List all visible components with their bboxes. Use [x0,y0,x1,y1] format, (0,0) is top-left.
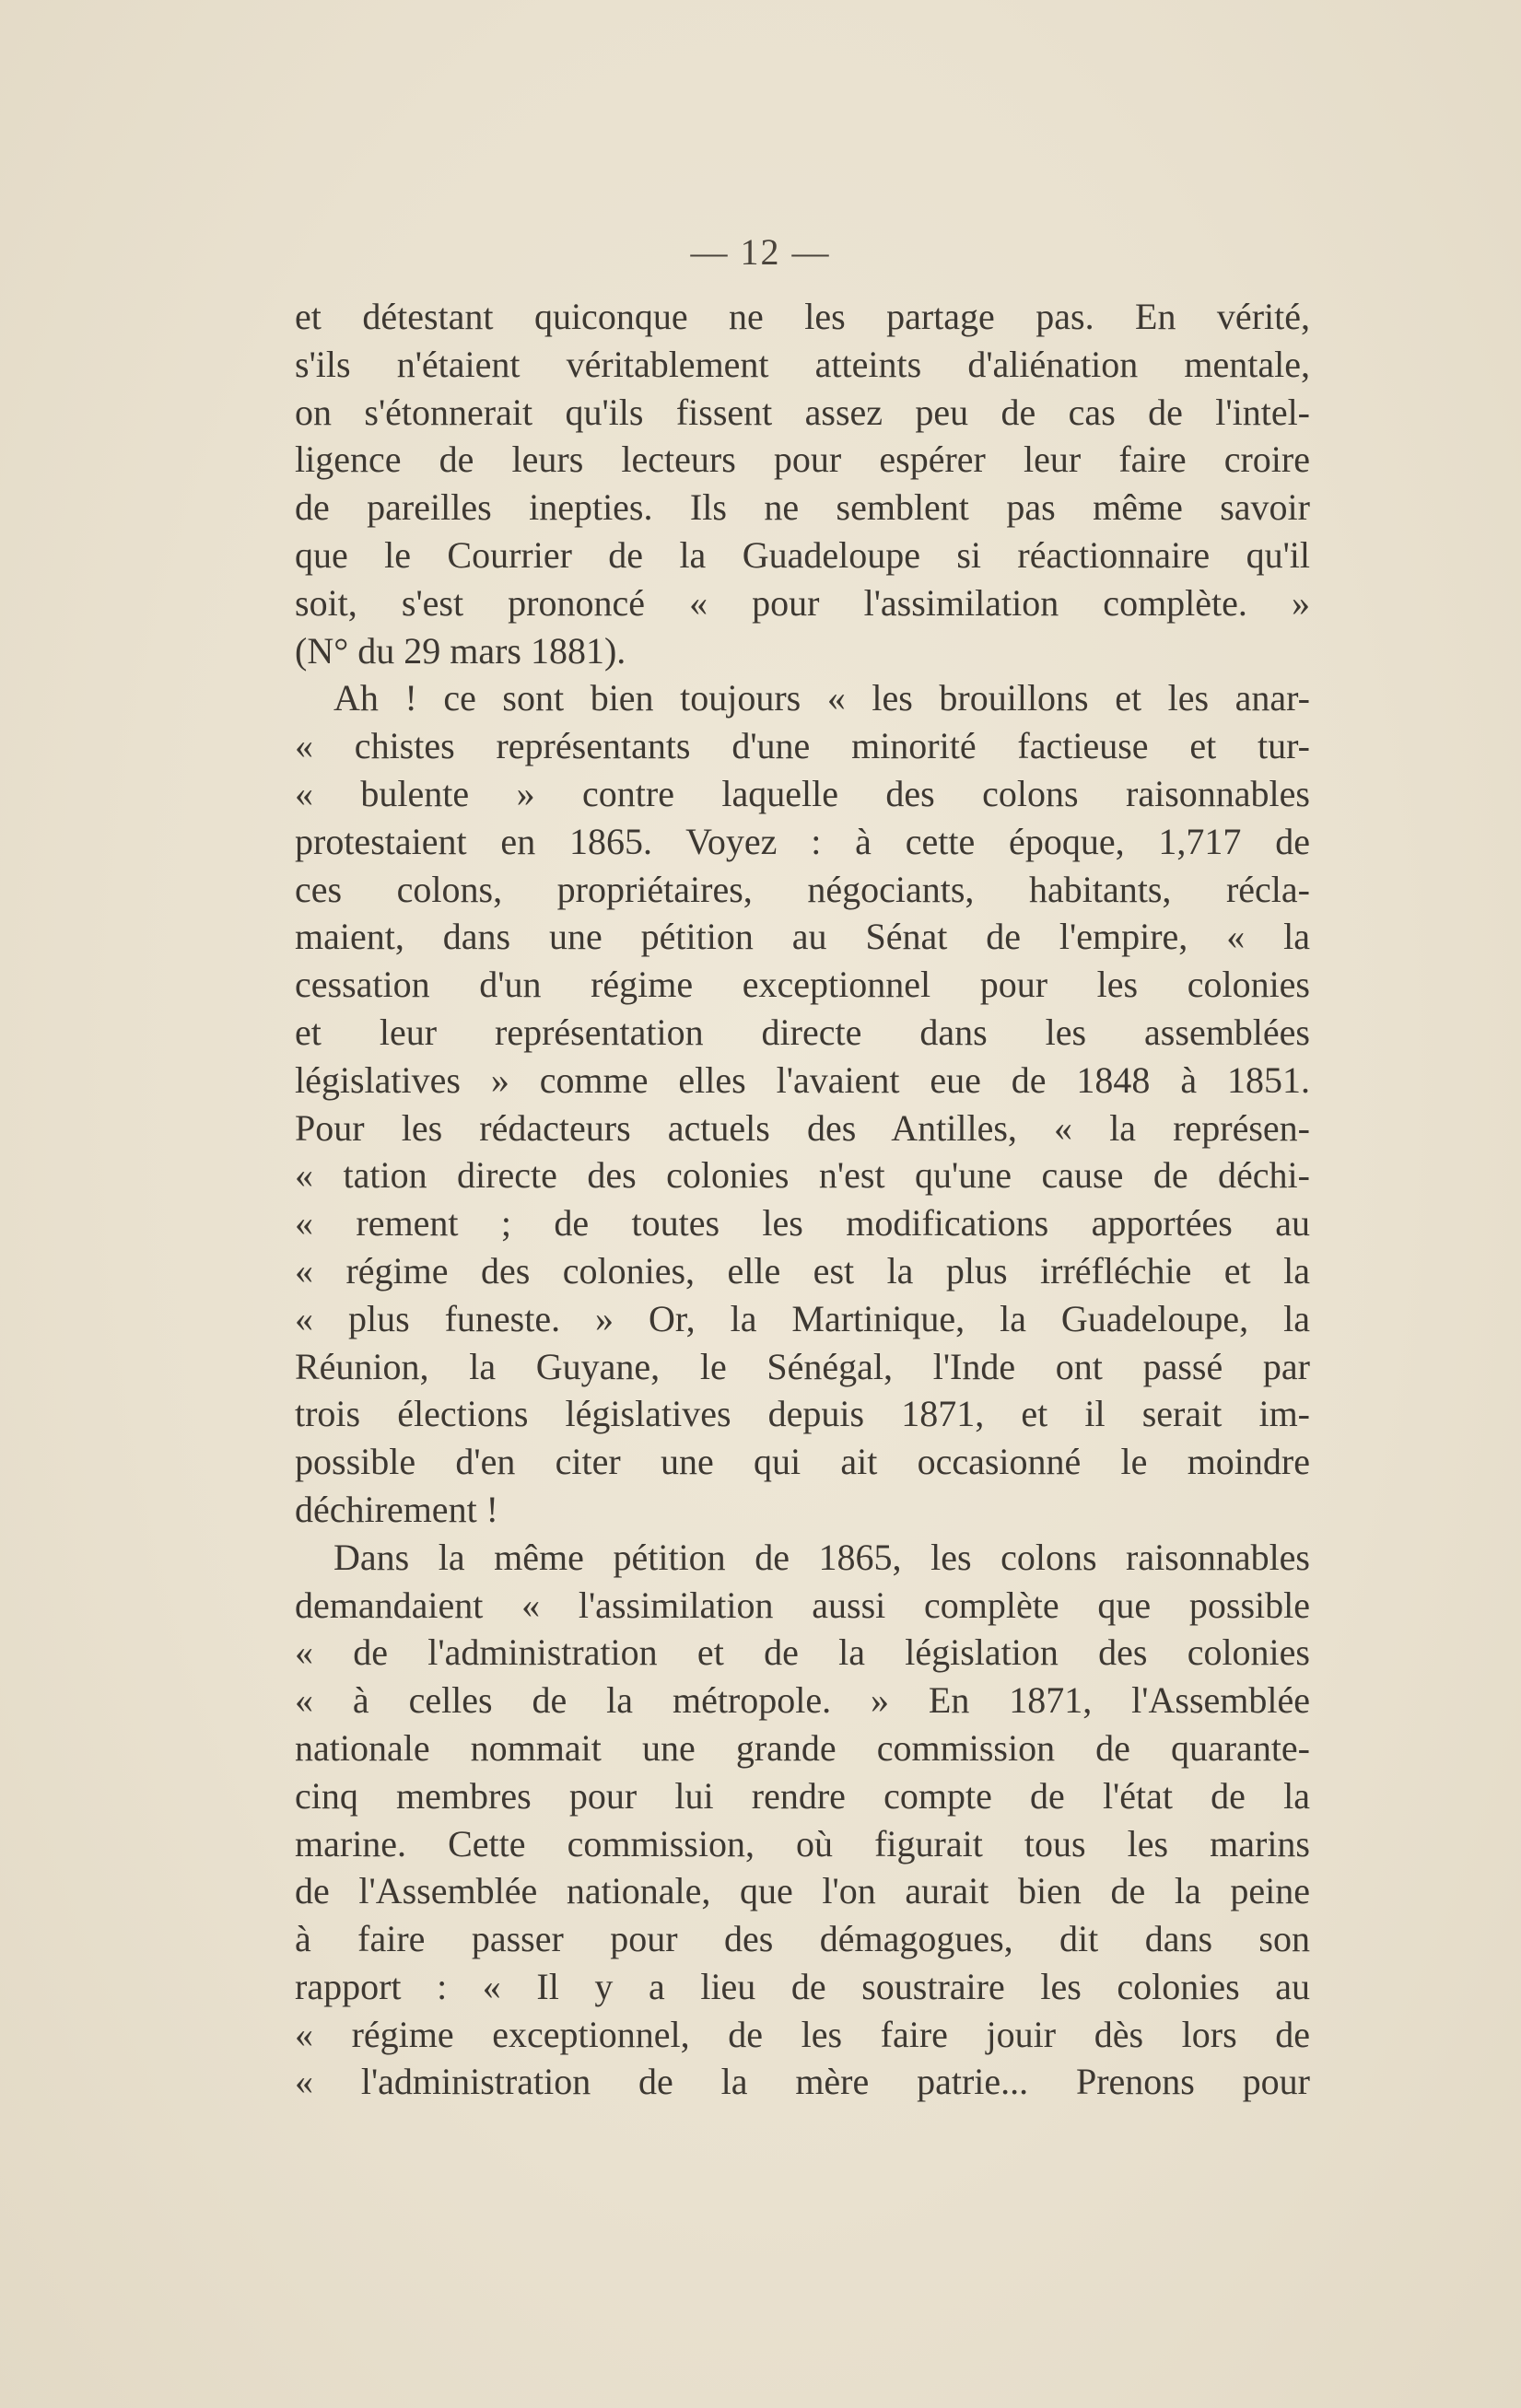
text-line: et leur représentation directe dans les assemblées [295,1011,1310,1053]
text-line: « rement ; de toutes les modifications apportées au [295,1202,1310,1245]
text-line: s'ils n'étaient véritablement atteints d'aliénation mentale, [295,343,1310,385]
text-line: possible d'en citer une qui ait occasionné le moindre [295,1441,1310,1483]
text-line: Réunion, la Guyane, le Sénégal, l'Inde ont passé par [295,1345,1310,1387]
text-line: protestaient en 1865. Voyez : à cette époque, 1,717 de [295,820,1310,862]
text-line: que le Courrier de la Guadeloupe si réactionnaire qu'il [295,533,1310,576]
text-line: « plus funeste. » Or, la Martinique, la Guadeloupe, la [295,1297,1310,1339]
text-line: déchirement ! [295,1488,498,1530]
text-line: cessation d'un régime exceptionnel pour les colonies [295,964,1310,1006]
text-line: de l'Assemblée nationale, que l'on aurait bien de la peine [295,1870,1310,1912]
text-line: cinq membres pour lui rendre compte de l'état de la [295,1774,1310,1817]
text-line: rapport : « Il y a lieu de soustraire les colonies au [295,1965,1310,2007]
text-line: à faire passer pour des démagogues, dit dans son [295,1918,1310,1960]
text-line: législatives » comme elles l'avaient eue de 1848 à 1851. [295,1058,1310,1101]
text-line: « régime des colonies, elle est la plus irréfléchie et la [295,1249,1310,1292]
text-line: demandaient « l'assimilation aussi complète que possible [295,1584,1310,1626]
text-line: soit, s'est prononcé « pour l'assimilation complète. » [295,581,1310,624]
text-line: « bulente » contre laquelle des colons raisonnables [295,772,1310,814]
text-line: (N° du 29 mars 1881). [295,629,626,672]
text-line: « chistes représentants d'une minorité factieuse et tur- [295,725,1310,767]
page-number: — 12 — [690,231,831,273]
text-line: et détestant quiconque ne les partage pas. En vérité, [295,296,1310,337]
text-line: marine. Cette commission, où figurait tous les marins [295,1822,1310,1864]
text-line: « l'administration de la mère patrie... Prenons pour [295,2061,1310,2103]
text-line: Pour les rédacteurs actuels des Antilles, « la représen- [295,1106,1310,1149]
text-line: « tation directe des colonies n'est qu'une cause de déchi- [295,1154,1310,1197]
text-line: Dans la même pétition de 1865, les colons raisonnables [333,1536,1310,1578]
text-line: de pareilles inepties. Ils ne semblent pas même savoir [295,486,1310,529]
text-line: « régime exceptionnel, de les faire jouir dès lors de [295,2013,1310,2055]
text-line: ces colons, propriétaires, négociants, habitants, récla- [295,868,1310,910]
text-line: trois élections législatives depuis 1871, et il serait im- [295,1393,1310,1435]
text-line: maient, dans une pétition au Sénat de l'empire, « la [295,916,1310,958]
text-line: ligence de leurs lecteurs pour espérer leur faire croire [295,438,1310,481]
text-line: « de l'administration et de la législation des colonies [295,1631,1310,1674]
text-line: Ah ! ce sont bien toujours « les brouillons et les anar- [333,677,1310,719]
text-line: on s'étonnerait qu'ils fissent assez peu de cas de l'intel- [295,391,1310,433]
text-line: « à celles de la métropole. » En 1871, l'Assemblée [295,1679,1310,1722]
body-text [295,293,1310,2106]
text-line: nationale nommait une grande commission de quarante- [295,1726,1310,1769]
